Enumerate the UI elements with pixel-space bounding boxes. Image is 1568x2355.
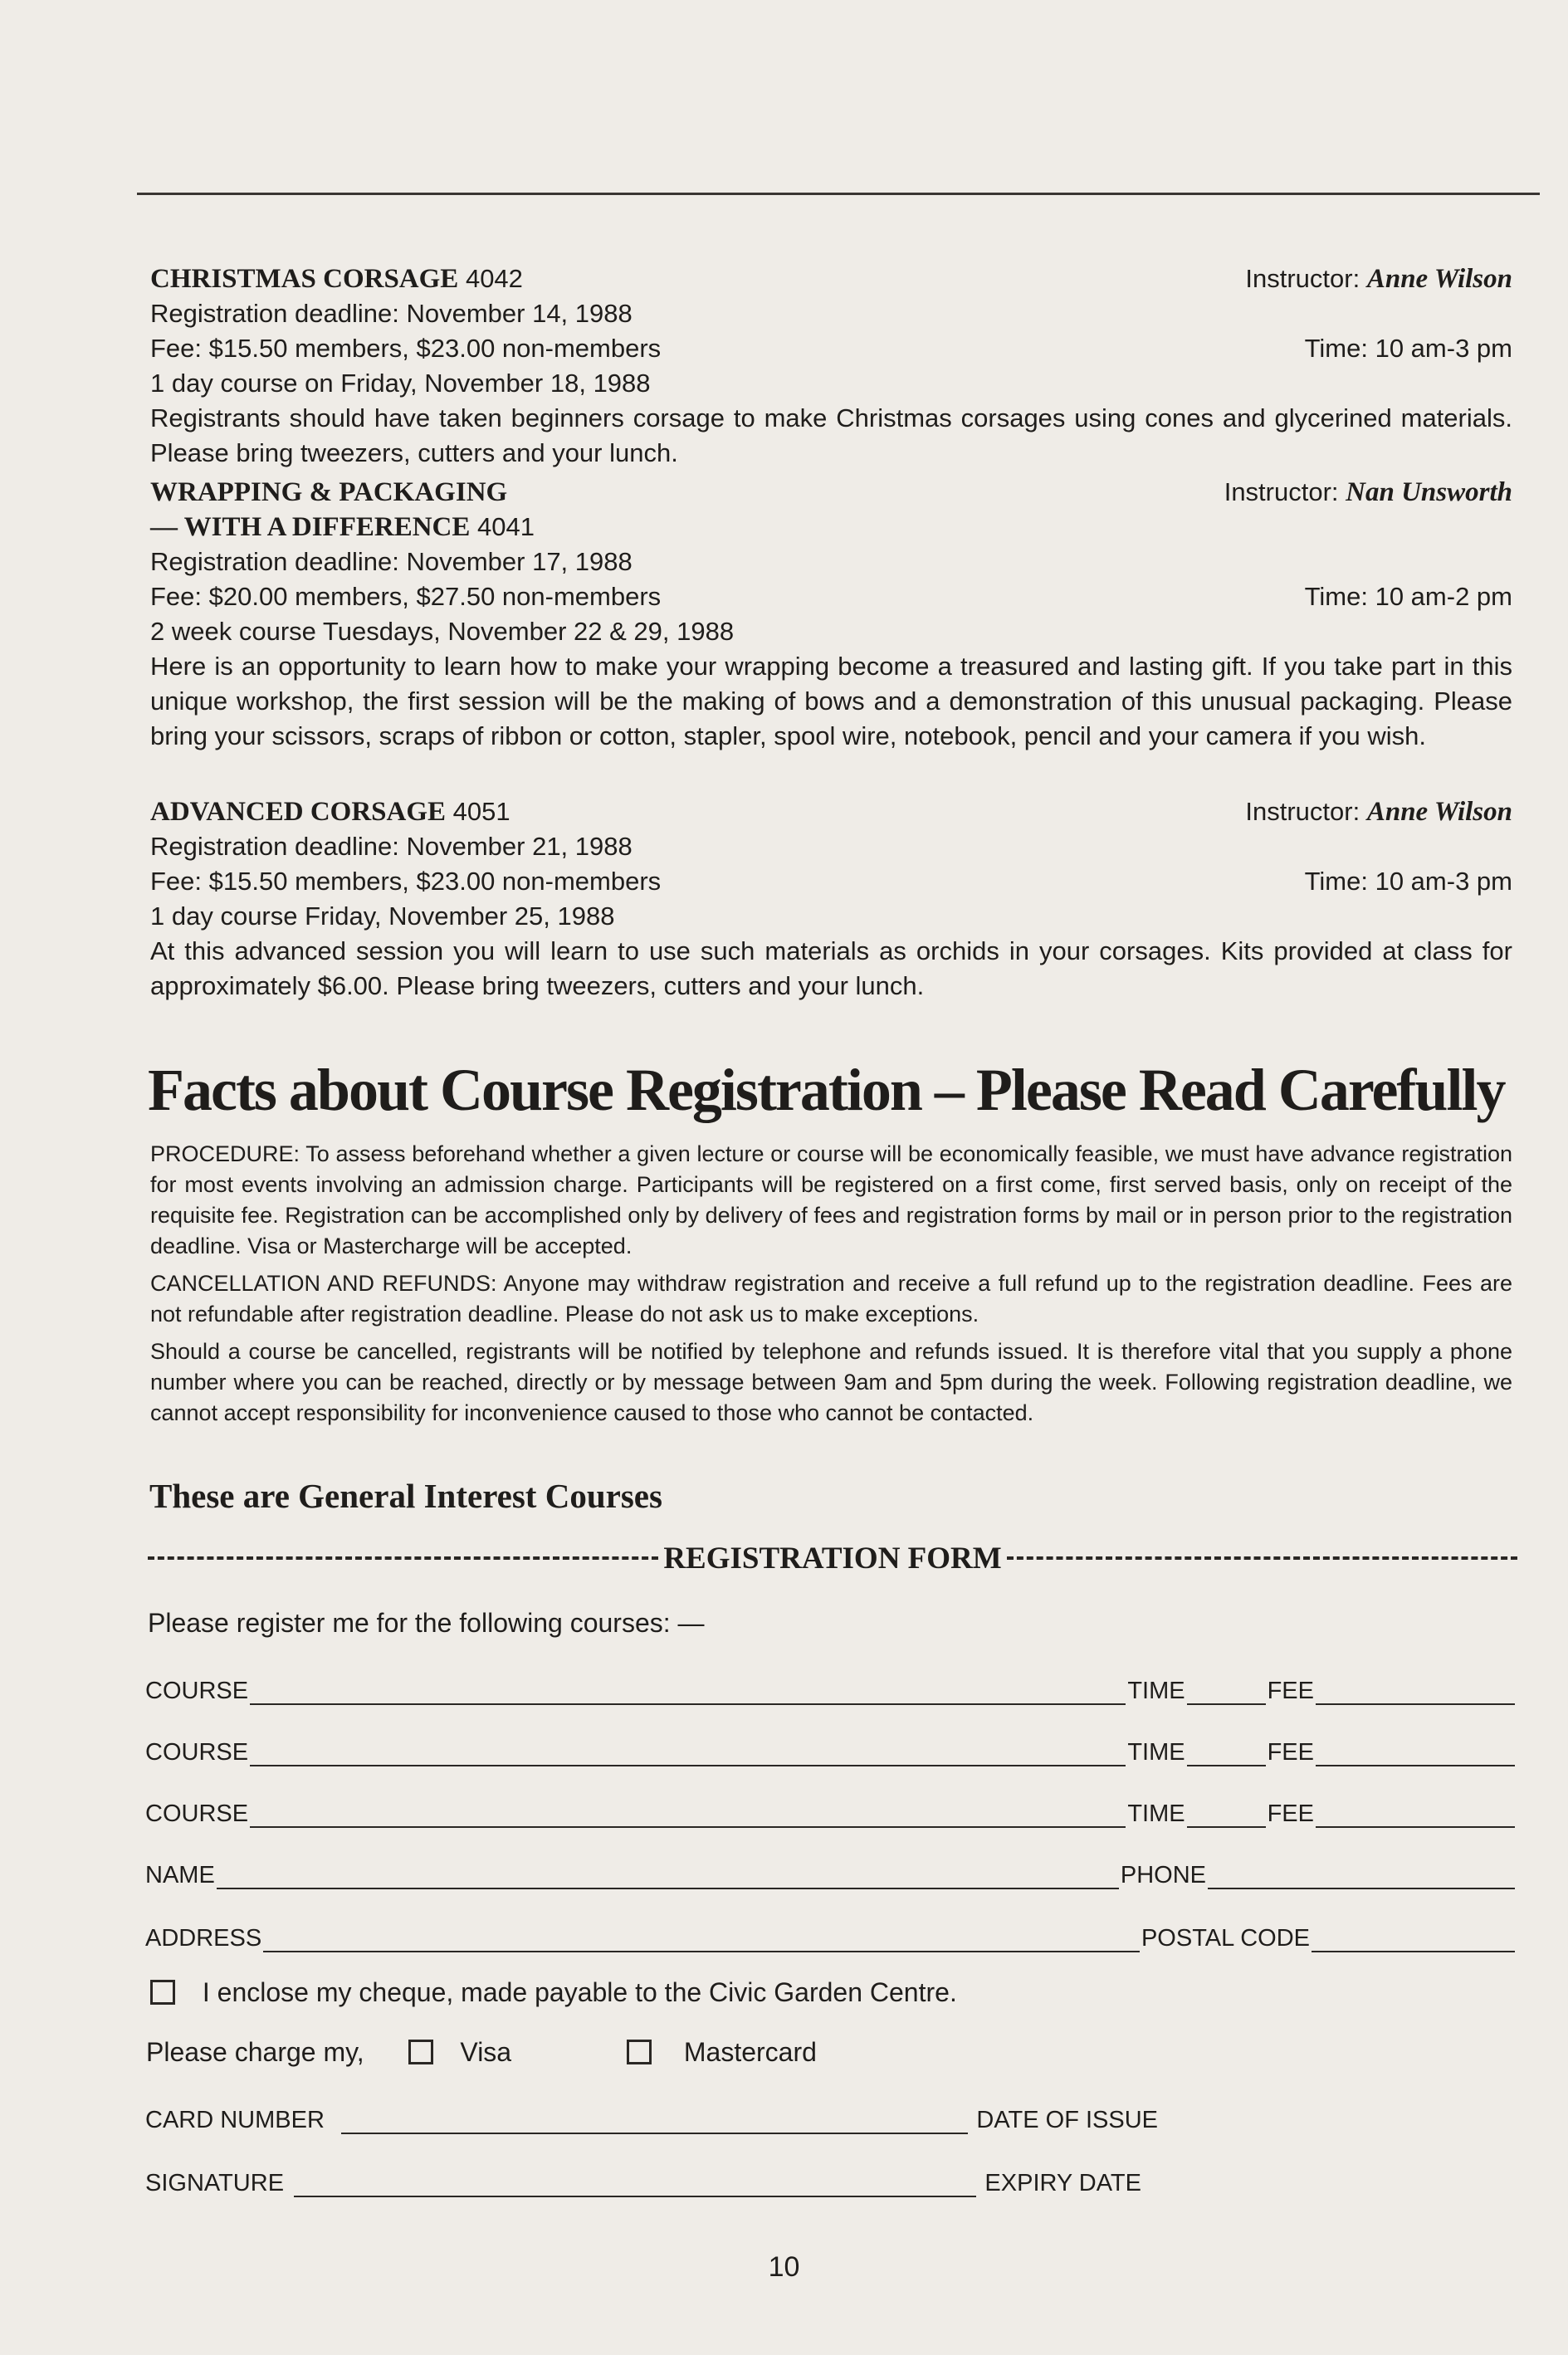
mastercard-label: Mastercard	[683, 2037, 817, 2067]
instructor-name: Anne Wilson	[1366, 264, 1512, 294]
form-intro: Please register me for the following courses: —	[148, 1608, 705, 1638]
cancellation-text: CANCELLATION AND REFUNDS: Anyone may withdraw registration and receive a full refund up to the registration deadline. Fees are not refundable after registration deadline. Please do not ask us to make exceptions.	[150, 1271, 1512, 1327]
course-title: WRAPPING & PACKAGING	[150, 477, 508, 507]
course-advanced-corsage	[150, 794, 1512, 1004]
fee-label: FEE	[1267, 1678, 1314, 1704]
course-code: 4042	[465, 264, 523, 293]
card-number-label: CARD NUMBER	[145, 2107, 325, 2133]
course-fee: Fee: $15.50 members, $23.00 non-members	[150, 867, 662, 896]
course-description: Registrants should have taken beginners corsage to make Christmas corsages using cones and glycerined materials. Please bring tweezers, cutters and your lunch.	[150, 403, 1512, 467]
course-code: 4051	[452, 797, 510, 826]
visa-label: Visa	[460, 2037, 512, 2067]
course-schedule: 2 week course Tuesdays, November 22 & 29, 1988	[150, 617, 735, 646]
time-label: TIME	[1127, 1739, 1185, 1766]
course-wrapping-packaging	[150, 475, 1512, 754]
course-time: Time: 10 am-3 pm	[1304, 334, 1512, 363]
phone-input[interactable]	[1208, 1863, 1515, 1889]
time-input-3[interactable]	[1187, 1801, 1266, 1828]
visa-checkbox[interactable]	[408, 2040, 433, 2064]
dashed-rule-left	[148, 1556, 658, 1560]
signature-label: SIGNATURE	[145, 2170, 285, 2196]
registration-deadline: Registration deadline: November 17, 1988	[150, 547, 633, 576]
course-schedule: 1 day course on Friday, November 18, 1988	[150, 369, 651, 398]
facts-section	[150, 1139, 1512, 1435]
course-time: Time: 10 am-2 pm	[1304, 582, 1512, 611]
date-of-issue-label: DATE OF ISSUE	[976, 2107, 1158, 2133]
fee-input-2[interactable]	[1316, 1740, 1515, 1766]
phone-label: PHONE	[1120, 1862, 1206, 1888]
course-schedule: 1 day course Friday, November 25, 1988	[150, 901, 615, 931]
time-input-1[interactable]	[1187, 1678, 1266, 1705]
course-subtitle: — WITH A DIFFERENCE	[150, 512, 471, 542]
mastercard-checkbox[interactable]	[627, 2040, 652, 2064]
course-fee: Fee: $20.00 members, $27.50 non-members	[150, 582, 662, 611]
procedure-text: PROCEDURE: To assess beforehand whether a given lecture or course will be economically feasible, we must have advance registration for most events involving an admission charge. Participants will be registered on a first come, first served basis, only on receipt of the requisite fee. Registration can be accomplished only by delivery of fees and registration forms by mail or in person prior to the registration deadline. Visa or Mastercharge will be accepted.	[150, 1141, 1512, 1258]
postal-code-label: POSTAL CODE	[1141, 1925, 1310, 1952]
cheque-checkbox[interactable]	[150, 1980, 175, 2005]
time-label: TIME	[1127, 1678, 1185, 1704]
fee-input-3[interactable]	[1316, 1801, 1515, 1828]
cancelled-course-text: Should a course be cancelled, registrants will be notified by telephone and refunds issued. It is therefore vital that you supply a phone number where you can be reached, directly or by message between 9am and 5pm during the week. Following registration deadline, we cannot accept responsibility for inconvenience caused to those who cannot be contacted.	[150, 1339, 1512, 1425]
registration-form-header	[148, 1537, 1517, 1579]
name-input[interactable]	[217, 1863, 1119, 1889]
dashed-rule-right	[1007, 1556, 1517, 1560]
address-row	[145, 1916, 1517, 1952]
name-label: NAME	[145, 1862, 215, 1888]
course-code: 4041	[477, 512, 535, 541]
course-input-1[interactable]	[250, 1678, 1126, 1705]
course-row-3	[145, 1791, 1517, 1828]
course-label: COURSE	[145, 1678, 249, 1704]
top-rule	[137, 193, 1540, 195]
page-number: 10	[768, 2251, 800, 2283]
time-label: TIME	[1127, 1800, 1185, 1827]
cheque-text: I enclose my cheque, made payable to the Civic Garden Centre.	[202, 1977, 957, 2007]
fee-label: FEE	[1267, 1739, 1314, 1766]
facts-title: Facts about Course Registration – Please Read Carefully	[148, 1057, 1505, 1123]
card-number-row	[145, 2098, 1158, 2134]
postal-code-input[interactable]	[1312, 1926, 1515, 1952]
course-fee: Fee: $15.50 members, $23.00 non-members	[150, 334, 662, 363]
card-number-input[interactable]	[341, 2108, 968, 2134]
course-label: COURSE	[145, 1739, 249, 1766]
course-input-2[interactable]	[250, 1740, 1126, 1766]
registration-deadline: Registration deadline: November 21, 1988	[150, 832, 633, 861]
course-christmas-corsage	[150, 261, 1512, 471]
fee-input-1[interactable]	[1316, 1678, 1515, 1705]
expiry-date-label: EXPIRY DATE	[984, 2170, 1141, 2196]
instructor-name: Nan Unsworth	[1346, 477, 1512, 507]
name-phone-row	[145, 1853, 1517, 1889]
charge-row	[146, 2037, 817, 2068]
instructor-name: Anne Wilson	[1366, 797, 1512, 827]
address-label: ADDRESS	[145, 1925, 262, 1952]
course-row-2	[145, 1730, 1517, 1766]
course-title: ADVANCED CORSAGE	[150, 797, 447, 827]
course-input-3[interactable]	[250, 1801, 1126, 1828]
cheque-row	[150, 1977, 957, 2008]
signature-row	[145, 2161, 1141, 2197]
course-description: Here is an opportunity to learn how to make your wrapping become a treasured and lasting gift. If you take part in this unique workshop, the first session will be the making of bows and a demonstration of this unusual packaging. Please bring your scissors, scraps of ribbon or cotton, stapler, spool wire, notebook, pencil and your camera if you wish.	[150, 652, 1512, 750]
instructor-label: Instructor:	[1245, 797, 1360, 826]
course-description: At this advanced session you will learn to use such materials as orchids in your corsages. Kits provided at class for approximately $6.00. Please bring tweezers, cutters and your lunch.	[150, 936, 1512, 1000]
general-interest-heading: These are General Interest Courses	[149, 1477, 662, 1515]
signature-input[interactable]	[294, 2171, 976, 2197]
course-row-1	[145, 1669, 1517, 1705]
fee-label: FEE	[1267, 1800, 1314, 1827]
time-input-2[interactable]	[1187, 1740, 1266, 1766]
instructor-label: Instructor:	[1245, 264, 1360, 293]
address-input[interactable]	[263, 1926, 1140, 1952]
course-time: Time: 10 am-3 pm	[1304, 867, 1512, 896]
instructor-label: Instructor:	[1224, 477, 1339, 506]
charge-text: Please charge my,	[146, 2037, 364, 2067]
registration-form-title: REGISTRATION FORM	[663, 1541, 1002, 1576]
registration-deadline: Registration deadline: November 14, 1988	[150, 299, 633, 328]
course-label: COURSE	[145, 1800, 249, 1827]
course-title: CHRISTMAS CORSAGE	[150, 264, 459, 294]
